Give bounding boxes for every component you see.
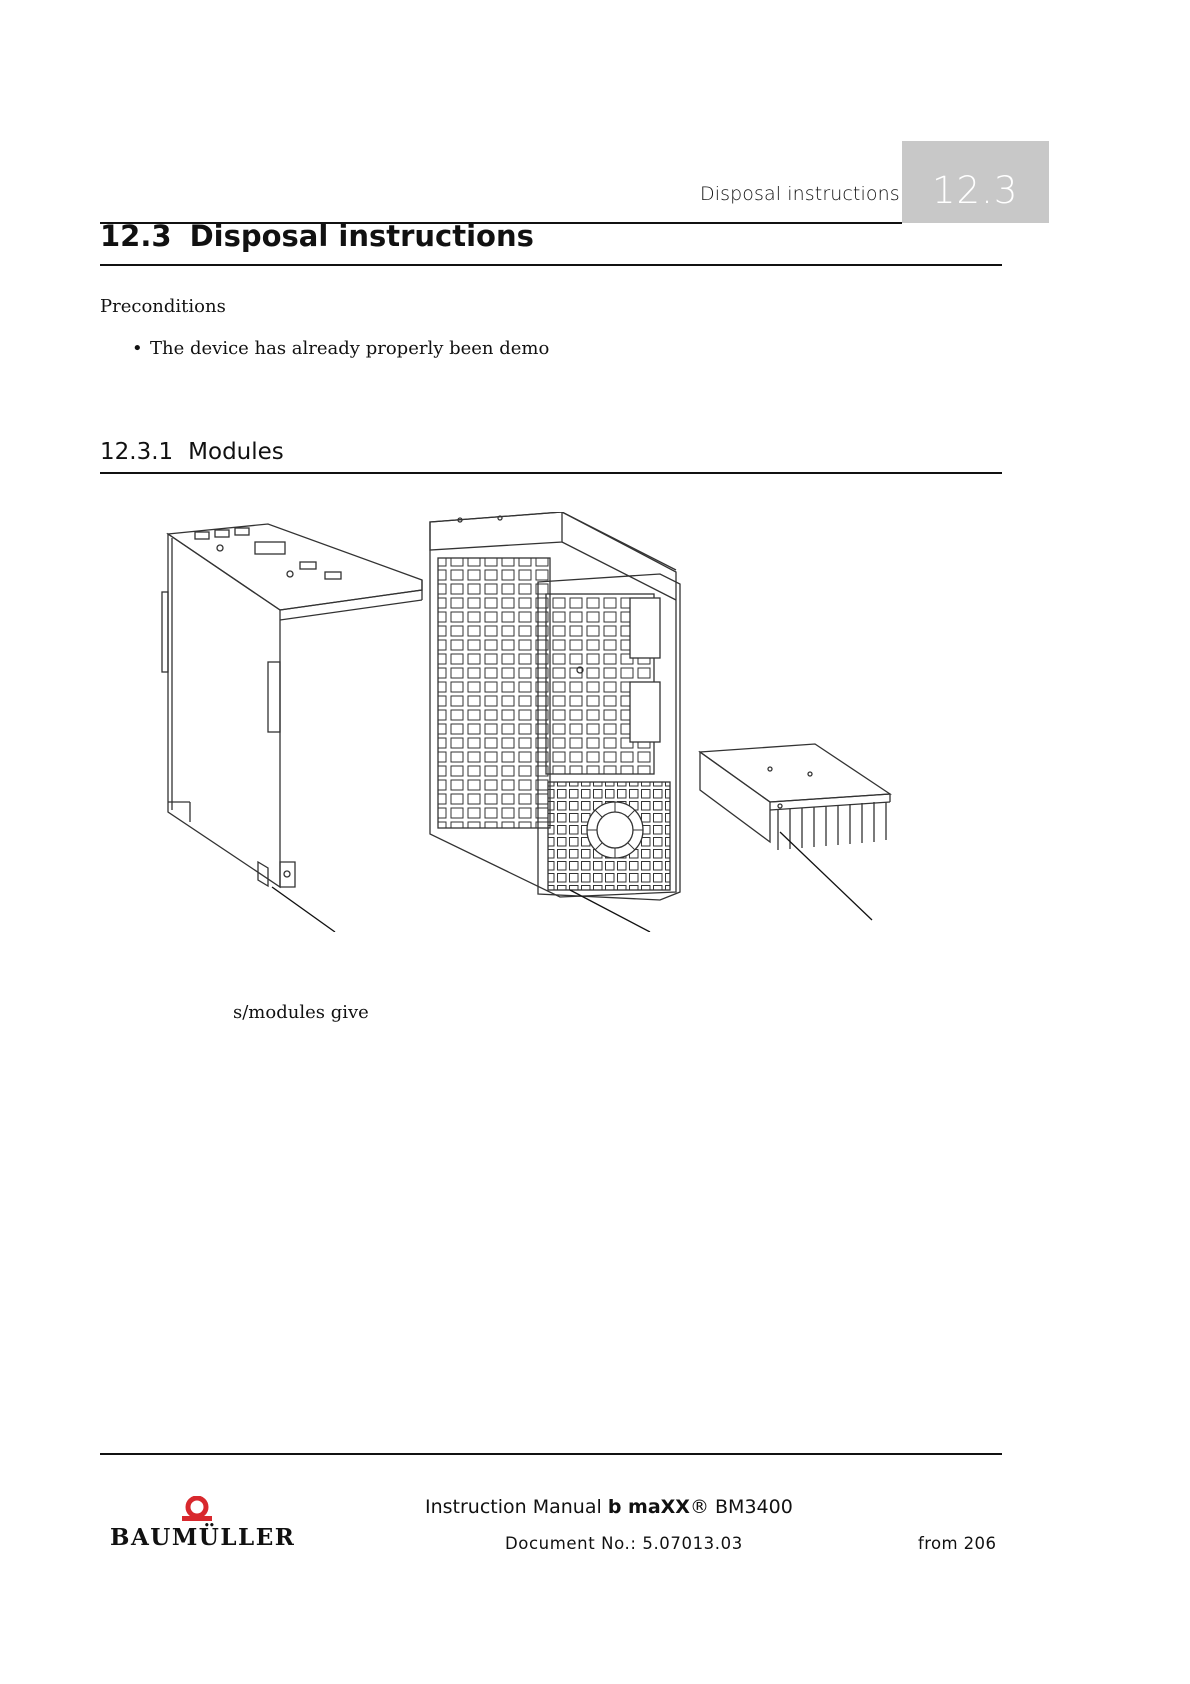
baumueller-logo-icon	[180, 1496, 214, 1522]
preconditions-heading: Preconditions	[100, 296, 226, 317]
footer-rule	[100, 1453, 1002, 1455]
perforated-frame	[430, 512, 680, 900]
running-title: Disposal instructions	[700, 183, 900, 205]
exploded-module-drawing-icon	[160, 512, 940, 932]
subsection-rule	[100, 472, 1002, 474]
body-text-fragment: s/modules give	[233, 1002, 369, 1023]
leader-line-housing	[272, 887, 335, 932]
logo-text: BAUMÜLLER	[110, 1524, 296, 1551]
registered-mark: ®	[689, 1496, 709, 1518]
footer-manual-title	[425, 1496, 793, 1518]
doc-no-label: Document No.:	[505, 1534, 637, 1553]
leader-line-frame	[570, 890, 650, 932]
manual-model: BM3400	[715, 1496, 793, 1518]
heat-sink	[700, 744, 890, 850]
manual-product: b maXX	[607, 1496, 690, 1518]
bullet-icon: •	[132, 338, 143, 359]
footer-page-count: from 206	[918, 1534, 997, 1553]
precondition-text: The device has already properly been demo	[150, 338, 550, 359]
section-rule	[100, 264, 1002, 266]
subsection-title-text: Modules	[188, 439, 284, 465]
footer-document-number	[505, 1534, 743, 1553]
housing-cover	[162, 524, 422, 887]
chapter-tab	[902, 141, 1049, 223]
subsection-title	[100, 439, 284, 465]
section-title	[100, 219, 534, 253]
section-number: 12.3	[100, 219, 172, 253]
chapter-number: 12.3	[932, 169, 1019, 212]
section-title-text: Disposal instructions	[189, 219, 534, 253]
manual-prefix: Instruction Manual	[425, 1496, 602, 1518]
subsection-number: 12.3.1	[100, 439, 174, 465]
doc-no-value: 5.07013.03	[642, 1534, 743, 1553]
